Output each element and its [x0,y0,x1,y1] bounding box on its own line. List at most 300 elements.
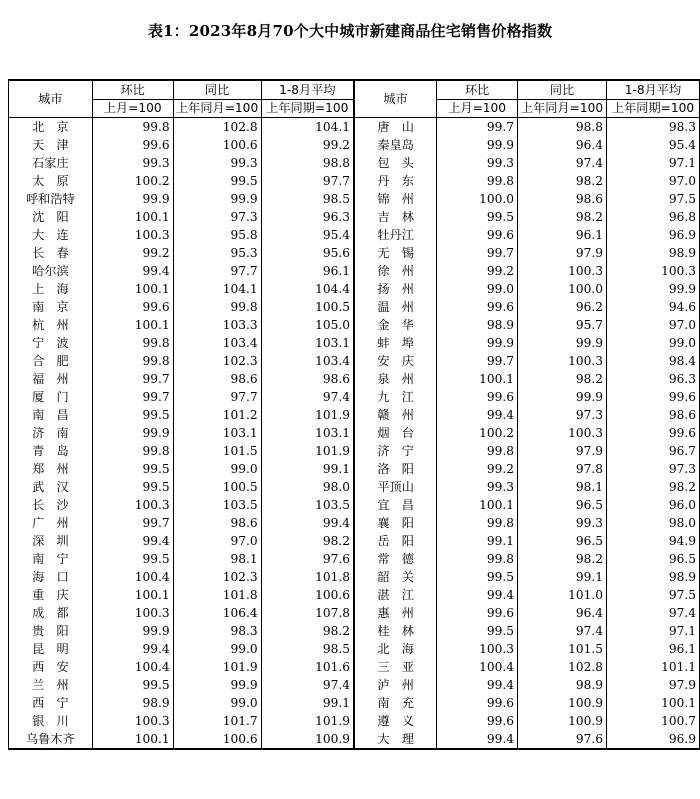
mom-cell: 99.6 [437,388,518,406]
city-cell: 平顶山 [354,478,437,496]
mom-header-right: 环比 [437,80,518,100]
table-row [9,712,700,730]
city-cell: 南 京 [9,298,93,316]
avg-cell: 96.9 [607,226,700,244]
yoy-cell: 97.7 [173,388,261,406]
avg-cell: 98.9 [607,568,700,586]
avg-cell: 96.5 [607,550,700,568]
avg-cell: 96.7 [607,442,700,460]
mom-cell: 100.2 [92,172,173,190]
city-cell: 银 川 [9,712,93,730]
avg-cell: 96.0 [607,496,700,514]
avg-cell: 100.5 [315,299,351,314]
mom-cell: 99.6 [437,694,518,712]
yoy-cell: 100.3 [518,262,607,280]
city-cell: 上 海 [9,280,93,298]
mom-cell: 99.0 [437,280,518,298]
yoy-cell: 97.9 [518,244,607,262]
mom-cell: 99.3 [92,154,173,172]
avg-base-right: 上年同期=100 [607,100,700,118]
avg-cell: 99.0 [607,334,700,352]
table-row [9,424,700,442]
avg-cell: 101.1 [607,658,700,676]
city-cell: 岳 阳 [354,532,437,550]
city-cell: 深 圳 [9,532,93,550]
avg-cell: 98.0 [322,479,351,494]
city-cell: 遵 义 [354,712,437,730]
avg-cell: 101.9 [315,407,351,422]
mom-cell: 99.6 [437,298,518,316]
mom-cell: 99.4 [437,586,518,604]
yoy-cell: 103.4 [173,334,261,352]
city-cell: 徐 州 [354,262,437,280]
city-cell: 南 充 [354,694,437,712]
city-header-right: 城市 [354,80,437,118]
avg-cell: 97.9 [607,676,700,694]
mom-cell: 99.8 [437,550,518,568]
mom-cell: 100.3 [92,712,173,730]
mom-header-left: 环比 [92,80,173,100]
avg-cell: 95.6 [322,245,351,260]
city-cell: 洛 阳 [354,460,437,478]
yoy-cell: 101.5 [173,442,261,460]
yoy-cell: 97.4 [518,622,607,640]
mom-cell: 99.8 [92,352,173,370]
avg-cell: 96.3 [322,209,351,224]
mom-cell: 99.4 [92,262,173,280]
avg-cell: 100.3 [607,262,700,280]
mom-cell: 99.6 [437,712,518,730]
mom-cell: 99.8 [92,442,173,460]
table-row [9,388,700,406]
city-cell: 唐 山 [354,118,437,137]
mom-cell: 100.1 [437,496,518,514]
avg-cell: 98.5 [322,641,351,656]
city-cell: 蚌 埠 [354,334,437,352]
city-cell: 金 华 [354,316,437,334]
yoy-cell: 99.9 [173,190,261,208]
city-cell: 安 庆 [354,352,437,370]
yoy-cell: 103.3 [173,316,261,334]
city-cell: 南 昌 [9,406,93,424]
avg-cell: 97.5 [607,190,700,208]
city-cell: 天 津 [9,136,93,154]
yoy-cell: 99.3 [518,514,607,532]
yoy-cell: 96.2 [518,298,607,316]
city-cell: 郑 州 [9,460,93,478]
city-cell: 锦 州 [354,190,437,208]
yoy-cell: 103.5 [173,496,261,514]
mom-cell: 99.4 [92,640,173,658]
city-cell: 长 沙 [9,496,93,514]
mom-cell: 98.9 [92,694,173,712]
yoy-cell: 98.8 [518,118,607,137]
mom-cell: 99.7 [437,352,518,370]
mom-cell: 99.6 [437,604,518,622]
mom-cell: 99.9 [437,136,518,154]
avg-base-left: 上年同期=100 [261,100,354,118]
city-cell: 三 亚 [354,658,437,676]
yoy-cell: 101.2 [173,406,261,424]
mom-cell: 99.2 [92,244,173,262]
city-cell: 大 连 [9,226,93,244]
city-cell: 昆 明 [9,640,93,658]
yoy-cell: 98.2 [518,208,607,226]
yoy-cell: 97.6 [518,730,607,749]
mom-cell: 99.5 [92,460,173,478]
yoy-cell: 97.7 [173,262,261,280]
table-row [9,568,700,586]
table-row [9,208,700,226]
avg-cell: 98.2 [322,623,351,638]
city-cell: 北 海 [354,640,437,658]
mom-cell: 99.5 [92,478,173,496]
yoy-cell: 99.0 [173,460,261,478]
yoy-cell: 98.6 [518,190,607,208]
avg-cell: 101.8 [315,569,351,584]
yoy-cell: 96.5 [518,496,607,514]
city-cell: 太 原 [9,172,93,190]
yoy-cell: 97.0 [173,532,261,550]
avg-cell: 103.4 [315,353,351,368]
yoy-cell: 96.1 [518,226,607,244]
yoy-cell: 99.5 [173,172,261,190]
yoy-cell: 97.4 [518,154,607,172]
mom-cell: 99.5 [92,676,173,694]
city-cell: 西 宁 [9,694,93,712]
table-row [9,640,700,658]
mom-cell: 99.2 [437,262,518,280]
yoy-cell: 99.1 [518,568,607,586]
mom-cell: 100.1 [92,208,173,226]
mom-cell: 99.7 [92,388,173,406]
table-row [9,190,700,208]
mom-cell: 99.9 [437,334,518,352]
avg-cell: 98.0 [607,514,700,532]
yoy-cell: 102.8 [518,658,607,676]
mom-cell: 99.5 [437,622,518,640]
city-cell: 泉 州 [354,370,437,388]
yoy-cell: 98.3 [173,622,261,640]
yoy-cell: 100.3 [518,352,607,370]
mom-cell: 99.8 [437,442,518,460]
mom-cell: 99.3 [437,478,518,496]
city-cell: 烟 台 [354,424,437,442]
city-cell: 呼和浩特 [9,190,93,208]
avg-cell: 98.4 [607,352,700,370]
city-cell: 宁 波 [9,334,93,352]
mom-cell: 100.3 [92,604,173,622]
avg-cell: 97.0 [607,172,700,190]
avg-cell: 99.4 [322,515,351,530]
table-row [9,694,700,712]
yoy-cell: 102.3 [173,568,261,586]
mom-cell: 99.4 [437,676,518,694]
yoy-cell: 99.9 [518,334,607,352]
mom-cell: 99.5 [92,550,173,568]
table-row [9,352,700,370]
avg-cell: 100.9 [261,730,354,749]
yoy-cell: 97.3 [173,208,261,226]
mom-cell: 99.7 [92,370,173,388]
avg-cell: 96.8 [607,208,700,226]
table-row [9,298,700,316]
yoy-cell: 99.8 [173,298,261,316]
table-row [9,226,700,244]
avg-cell: 94.9 [607,532,700,550]
yoy-cell: 96.4 [518,136,607,154]
avg-cell: 103.1 [315,425,351,440]
city-cell: 韶 关 [354,568,437,586]
avg-cell: 101.9 [315,443,351,458]
mom-cell: 99.7 [92,514,173,532]
yoy-cell: 95.3 [173,244,261,262]
avg-cell: 99.1 [322,695,351,710]
yoy-cell: 98.6 [173,514,261,532]
avg-header-right: 1-8月平均 [607,80,700,100]
mom-cell: 99.4 [437,406,518,424]
avg-cell: 98.6 [607,406,700,424]
city-cell: 大 理 [354,730,437,749]
city-cell: 广 州 [9,514,93,532]
mom-cell: 99.5 [437,568,518,586]
yoy-cell: 97.9 [518,442,607,460]
mom-cell: 99.8 [92,118,173,137]
yoy-cell: 102.3 [173,352,261,370]
mom-base-right: 上月=100 [437,100,518,118]
avg-cell: 95.4 [607,136,700,154]
mom-cell: 100.1 [92,316,173,334]
mom-cell: 99.6 [92,136,173,154]
avg-cell: 97.1 [607,154,700,172]
city-cell: 贵 阳 [9,622,93,640]
yoy-header-right: 同比 [518,80,607,100]
yoy-cell: 98.2 [518,370,607,388]
city-cell: 沈 阳 [9,208,93,226]
mom-cell: 99.7 [437,244,518,262]
avg-cell: 101.9 [315,713,351,728]
city-cell: 包 头 [354,154,437,172]
city-cell: 哈尔滨 [9,262,93,280]
mom-cell: 99.9 [92,424,173,442]
city-cell: 惠 州 [354,604,437,622]
avg-header-left: 1-8月平均 [261,80,354,100]
mom-cell: 100.1 [92,280,173,298]
yoy-cell: 100.6 [173,730,261,749]
city-cell: 合 肥 [9,352,93,370]
yoy-header-left: 同比 [173,80,261,100]
avg-cell: 103.5 [315,497,351,512]
city-cell: 西 安 [9,658,93,676]
table-row [9,658,700,676]
city-cell: 常 德 [354,550,437,568]
mom-cell: 99.2 [437,460,518,478]
mom-cell: 100.2 [437,424,518,442]
mom-cell: 100.1 [92,586,173,604]
yoy-cell: 100.9 [518,694,607,712]
avg-cell: 96.1 [322,263,351,278]
table-row [9,478,700,496]
table-row [9,370,700,388]
mom-cell: 100.3 [92,496,173,514]
yoy-cell: 98.2 [518,550,607,568]
yoy-cell: 99.0 [173,640,261,658]
mom-cell: 99.3 [437,154,518,172]
table-row [9,334,700,352]
avg-cell: 101.6 [315,659,351,674]
yoy-cell: 100.6 [173,136,261,154]
city-cell: 丹 东 [354,172,437,190]
mom-cell: 99.4 [92,532,173,550]
header-row-1 [9,80,700,100]
yoy-cell: 100.3 [518,424,607,442]
yoy-cell: 98.2 [518,172,607,190]
avg-cell: 97.0 [607,316,700,334]
avg-cell: 99.6 [607,424,700,442]
mom-cell: 98.9 [437,316,518,334]
city-cell: 武 汉 [9,478,93,496]
mom-cell: 100.1 [437,370,518,388]
city-cell: 温 州 [354,298,437,316]
yoy-cell: 106.4 [173,604,261,622]
yoy-cell: 104.1 [173,280,261,298]
avg-cell: 99.9 [607,280,700,298]
table-row [9,460,700,478]
price-index-table [8,79,700,750]
yoy-cell: 101.8 [173,586,261,604]
avg-cell: 103.1 [315,335,351,350]
mom-cell: 99.8 [437,514,518,532]
avg-cell: 98.2 [607,478,700,496]
table-row [9,154,700,172]
city-cell: 兰 州 [9,676,93,694]
mom-cell: 99.1 [437,532,518,550]
city-cell: 乌鲁木齐 [9,730,93,749]
avg-cell: 100.1 [607,694,700,712]
avg-cell: 97.6 [322,551,351,566]
yoy-cell: 99.9 [173,676,261,694]
mom-cell: 100.4 [437,658,518,676]
yoy-cell: 101.9 [173,658,261,676]
city-cell: 重 庆 [9,586,93,604]
avg-cell: 105.0 [315,317,351,332]
mom-cell: 99.5 [437,208,518,226]
avg-cell: 96.3 [607,370,700,388]
mom-cell: 100.0 [437,190,518,208]
avg-cell: 95.4 [322,227,351,242]
city-cell: 石家庄 [9,154,93,172]
city-cell: 秦皇岛 [354,136,437,154]
mom-cell: 99.9 [92,622,173,640]
yoy-cell: 95.7 [518,316,607,334]
yoy-cell: 102.8 [173,118,261,137]
mom-cell: 99.5 [92,406,173,424]
table-row [9,136,700,154]
yoy-cell: 98.6 [173,370,261,388]
mom-cell: 100.4 [92,658,173,676]
table-row [9,514,700,532]
avg-cell: 96.1 [607,640,700,658]
mom-cell: 99.8 [437,172,518,190]
avg-cell: 99.6 [607,388,700,406]
avg-cell: 98.8 [322,155,351,170]
yoy-cell: 99.9 [518,388,607,406]
table-row [9,118,700,137]
city-cell: 济 南 [9,424,93,442]
table-row [9,532,700,550]
city-cell: 湛 江 [354,586,437,604]
avg-cell: 98.2 [322,533,351,548]
yoy-cell: 99.3 [173,154,261,172]
yoy-cell: 100.9 [518,712,607,730]
yoy-cell: 98.1 [173,550,261,568]
avg-cell: 100.6 [315,587,351,602]
avg-cell: 97.4 [607,604,700,622]
yoy-base-right: 上年同月=100 [518,100,607,118]
yoy-cell: 97.8 [518,460,607,478]
city-cell: 济 宁 [354,442,437,460]
mom-cell: 99.6 [437,226,518,244]
yoy-base-left: 上年同月=100 [173,100,261,118]
city-cell: 赣 州 [354,406,437,424]
table-row [9,280,700,298]
yoy-cell: 99.0 [173,694,261,712]
mom-cell: 100.4 [92,568,173,586]
avg-cell: 97.3 [607,460,700,478]
city-cell: 襄 阳 [354,514,437,532]
mom-cell: 100.3 [437,640,518,658]
avg-cell: 99.1 [322,461,351,476]
city-cell: 北 京 [9,118,93,137]
city-cell: 牡丹江 [354,226,437,244]
table-row [9,244,700,262]
table-row [9,442,700,460]
mom-cell: 99.6 [92,298,173,316]
yoy-cell: 101.5 [518,640,607,658]
yoy-cell: 101.0 [518,586,607,604]
mom-cell: 100.1 [92,730,173,749]
avg-cell: 99.2 [322,137,351,152]
city-cell: 扬 州 [354,280,437,298]
table-row [9,676,700,694]
table-row [9,172,700,190]
table-row [9,622,700,640]
avg-cell: 97.7 [322,173,351,188]
table-row [9,586,700,604]
mom-cell: 99.8 [92,334,173,352]
yoy-cell: 97.3 [518,406,607,424]
avg-cell: 96.9 [607,730,700,749]
mom-base-left: 上月=100 [92,100,173,118]
table-title: 表1：2023年8月70个大中城市新建商品住宅销售价格指数 [147,22,553,40]
table-row [9,730,700,749]
city-cell: 厦 门 [9,388,93,406]
yoy-cell: 101.7 [173,712,261,730]
yoy-cell: 98.1 [518,478,607,496]
avg-cell: 98.6 [322,371,351,386]
mom-cell: 100.3 [92,226,173,244]
table-row [9,262,700,280]
city-cell: 吉 林 [354,208,437,226]
yoy-cell: 103.1 [173,424,261,442]
city-cell: 泸 州 [354,676,437,694]
city-cell: 青 岛 [9,442,93,460]
header-row-2 [9,100,700,118]
avg-cell: 98.3 [607,118,700,137]
table-row [9,406,700,424]
avg-cell: 97.4 [322,389,351,404]
yoy-cell: 96.5 [518,532,607,550]
